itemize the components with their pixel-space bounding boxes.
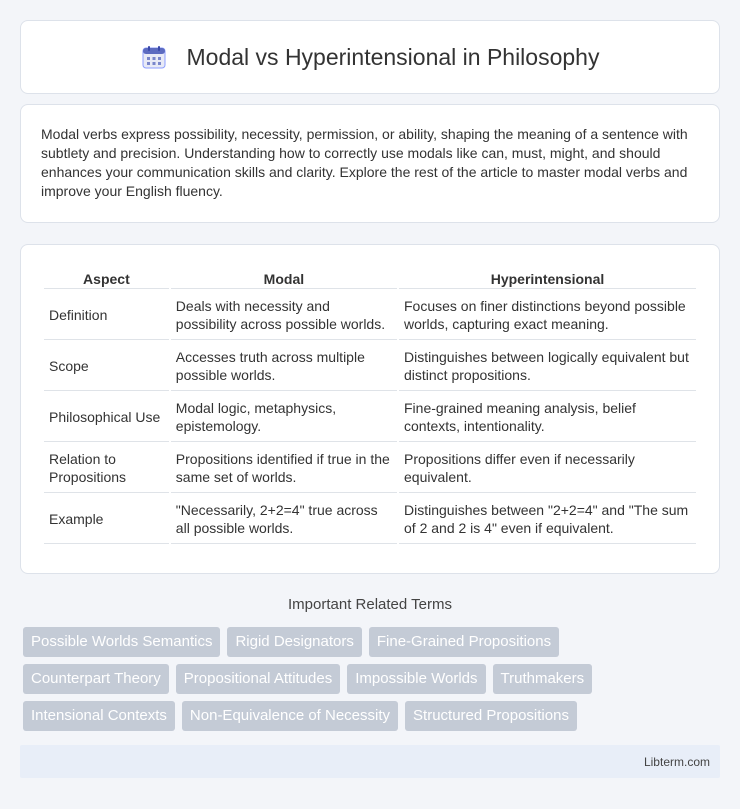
tag-row [23,664,723,694]
related-term-tag[interactable]: Structured Propositions [405,701,577,731]
comparison-card [20,244,720,574]
table-cell: Distinguishes between logically equivalent but distinct propositions. [399,342,696,391]
table-row [44,342,696,391]
table-cell: Philosophical Use [44,393,169,442]
table-cell: Distinguishes between "2+2=4" and "The sum of 2 and 2 is 4" even if equivalent. [399,495,696,544]
table-cell: Modal logic, metaphysics, epistemology. [171,393,397,442]
related-terms-title: Important Related Terms [288,596,452,613]
table-row [44,495,696,544]
table-header-row [44,267,696,289]
table-cell: Propositions differ even if necessarily equivalent. [399,444,696,493]
tag-row [23,627,723,657]
table-cell: Deals with necessity and possibility across possible worlds. [171,291,397,340]
table-row [44,393,696,442]
table-cell: Focuses on finer distinctions beyond possible worlds, capturing exact meaning. [399,291,696,340]
table-cell: Fine-grained meaning analysis, belief contexts, intentionality. [399,393,696,442]
column-header-modal: Modal [171,267,397,289]
related-term-tag[interactable]: Non-Equivalence of Necessity [182,701,398,731]
calendar-icon [141,44,167,70]
related-term-tag[interactable]: Fine-Grained Propositions [369,627,559,657]
related-term-tag[interactable]: Counterpart Theory [23,664,169,694]
intro-text: Modal verbs express possibility, necessity, permission, or ability, shaping the meaning of a sentence with subtlety and precision. Understanding how to correctly use modals like can, must, might, and should enhances your communication skills and clarity. Explore the rest of the article to master modal verbs and improve your English fluency. [41,126,688,199]
comparison-table [42,265,698,546]
column-header-hyperintensional: Hyperintensional [399,267,696,289]
table-row [44,291,696,340]
footer [20,745,720,778]
page-title: Modal vs Hyperintensional in Philosophy [186,43,600,70]
footer-site-link[interactable]: Libterm.com [643,755,710,769]
table-cell: Accesses truth across multiple possible worlds. [171,342,397,391]
table-cell: Example [44,495,169,544]
table-cell: "Necessarily, 2+2=4" true across all possible worlds. [171,495,397,544]
table-cell: Relation to Propositions [44,444,169,493]
related-term-tag[interactable]: Intensional Contexts [23,701,175,731]
column-header-aspect: Aspect [44,267,169,289]
related-term-tag[interactable]: Propositional Attitudes [176,664,340,694]
table-cell: Definition [44,291,169,340]
table-row [44,444,696,493]
related-terms-list [23,627,723,738]
header-card [20,20,720,94]
related-term-tag[interactable]: Rigid Designators [227,627,361,657]
related-term-tag[interactable]: Truthmakers [493,664,593,694]
related-term-tag[interactable]: Impossible Worlds [347,664,485,694]
table-cell: Propositions identified if true in the same set of worlds. [171,444,397,493]
table-cell: Scope [44,342,169,391]
tag-row [23,701,723,731]
related-term-tag[interactable]: Possible Worlds Semantics [23,627,220,657]
intro-card [20,104,720,223]
